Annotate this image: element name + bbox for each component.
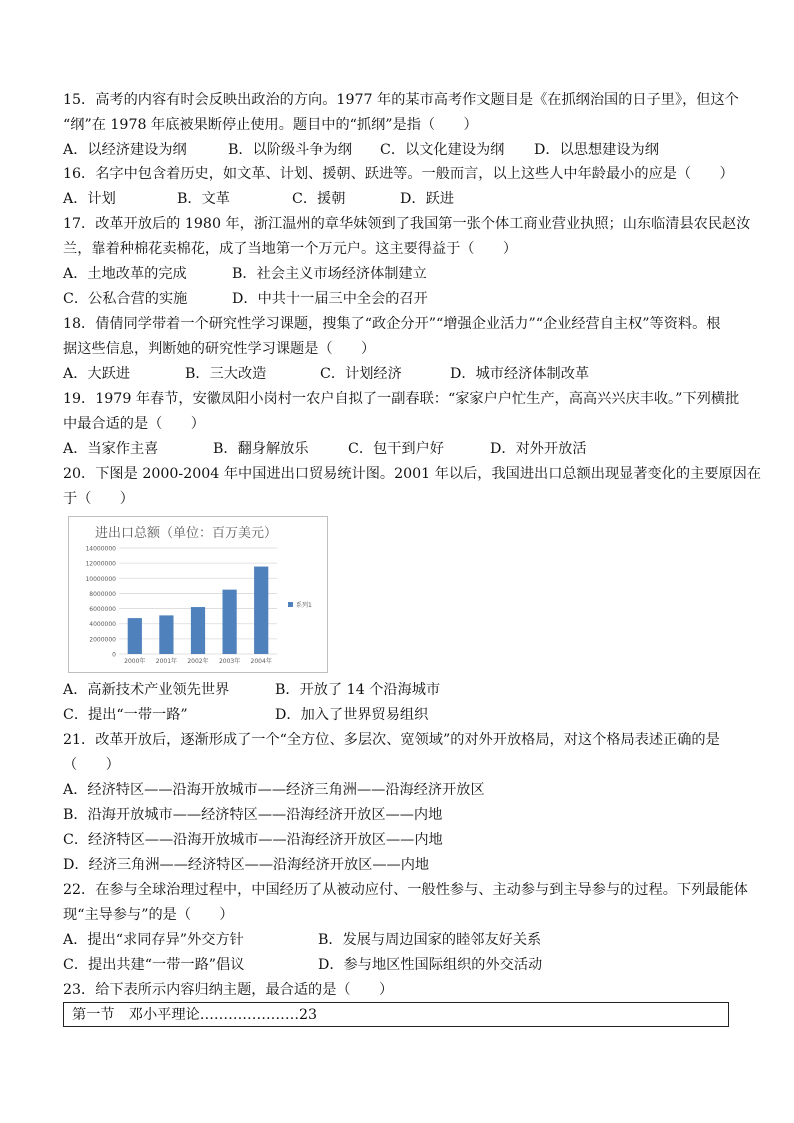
q22-option-a: A．提出“求同存异”外交方针 — [63, 932, 244, 948]
q16-option-a: A．计划 — [63, 191, 116, 207]
q22-option-d: D．参与地区性国际组织的外交活动 — [318, 957, 543, 973]
chart-x-tick-label: 2004年 — [250, 658, 272, 665]
q17-option-b: B．社会主义市场经济体制建立 — [232, 266, 427, 282]
chart-x-tick-label: 2003年 — [218, 658, 241, 665]
chart-y-tick-label: 8000000 — [89, 590, 116, 598]
q20-option-c: C．提出“一带一路” — [63, 707, 188, 723]
q18-option-a: A．大跃进 — [63, 366, 130, 382]
q23-stem-line1: 23．给下表所示内容归纳主题，最合适的是（ ） — [63, 982, 394, 998]
q17-option-d: D．中共十一届三中全会的召开 — [232, 291, 428, 307]
q16-option-c: C．援朝 — [292, 191, 346, 207]
q18-option-d: D．城市经济体制改革 — [450, 366, 590, 382]
q16-option-b: B．文革 — [177, 191, 230, 207]
chart-bar — [128, 618, 142, 654]
chart-bar — [191, 607, 205, 654]
q18-stem-line2: 据这些信息，判断她的研究性学习课题是（ ） — [63, 341, 376, 357]
chart-legend-swatch — [288, 602, 293, 607]
q16-stem-line1: 16．名字中包含着历史，如文革、计划、援朝、跃进等。一般而言，以上这些人中年龄最小的应是（ ） — [63, 166, 734, 182]
q19-option-c: C．包干到户好 — [348, 441, 444, 457]
chart-bar — [222, 590, 236, 654]
chart-svg — [69, 517, 327, 672]
q23-table-row: 第一节 邓小平理论…………………23 — [72, 1007, 318, 1023]
q20-option-b: B．开放了 14 个沿海城市 — [275, 682, 441, 698]
q19-option-b: B．翻身解放乐 — [213, 441, 309, 457]
q15-option-a: A．以经济建设为纲 — [63, 142, 187, 158]
q19-stem-line2: 中最合适的是（ ） — [63, 416, 205, 432]
q17-stem-line2: 兰，靠着种棉花卖棉花，成了当地第一个万元户。这主要得益于（ ） — [63, 241, 518, 257]
chart-y-tick-labels — [85, 546, 116, 659]
q18-option-c: C．计划经济 — [320, 366, 402, 382]
q15-option-c: C．以文化建设为纲 — [380, 142, 505, 158]
q17-option-c: C．公私合营的实施 — [63, 291, 188, 307]
chart-bar — [159, 615, 173, 654]
q15-option-d: D．以思想建设为纲 — [534, 142, 659, 158]
chart-y-tick-label: 12000000 — [85, 560, 116, 568]
chart-x-tick-label: 2001年 — [155, 658, 178, 665]
q20-option-d: D．加入了世界贸易组织 — [275, 707, 429, 723]
q19-option-a: A．当家作主喜 — [63, 441, 159, 457]
chart-y-tick-label: 14000000 — [85, 545, 116, 553]
chart-y-tick-label: 0 — [112, 651, 116, 659]
q21-option-b: B．沿海开放城市——经济特区——沿海经济开放区——内地 — [63, 807, 443, 823]
q18-stem-line1: 18．倩倩同学带着一个研究性学习课题，搜集了“政企分开”“增强企业活力”“企业经营自主权”等资料。根 — [63, 316, 721, 332]
q21-option-d: D．经济三角洲——经济特区——沿海经济开放区——内地 — [63, 857, 430, 873]
chart-x-tick-labels — [124, 657, 272, 665]
q22-option-b: B．发展与周边国家的睦邻友好关系 — [318, 932, 542, 948]
chart-bar — [254, 567, 268, 654]
q20-stem-line1: 20．下图是 2000-2004 年中国进出口贸易统计图。2001 年以后，我国进出口总额出现显著变化的主要原因在 — [63, 466, 762, 482]
chart-y-tick-label: 2000000 — [89, 636, 116, 644]
chart-y-tick-label: 10000000 — [85, 575, 116, 583]
q20-option-a: A．高新技术产业领先世界 — [63, 682, 230, 698]
chart-x-tick-label: 2002年 — [187, 658, 209, 665]
q15-option-b: B．以阶级斗争为纲 — [228, 142, 352, 158]
q22-option-c: C．提出共建“一带一路”倡议 — [63, 957, 245, 973]
q20-stem-line2: 于（ ） — [63, 491, 134, 507]
chart-y-tick-label: 6000000 — [89, 606, 116, 614]
chart-title: 进出口总额（单位：百万美元） — [95, 526, 278, 541]
q18-option-b: B．三大改造 — [185, 366, 267, 382]
trade-bar-chart — [68, 516, 328, 673]
chart-legend — [288, 601, 312, 609]
chart-legend-label: 系列1 — [296, 602, 312, 609]
q15-stem-line1: 15．高考的内容有时会反映出政治的方向。1977 年的某市高考作文题目是《在抓纲治国的日子里》，但这个 — [63, 92, 739, 108]
q16-option-d: D．跃进 — [400, 191, 454, 207]
q23-table — [63, 1002, 729, 1027]
chart-bars — [128, 567, 269, 654]
q21-option-c: C．经济特区——沿海开放城市——沿海经济开放区——内地 — [63, 832, 443, 848]
q21-stem-line2: （ ） — [63, 757, 120, 773]
q22-stem-line2: 现“主导参与”的是（ ） — [63, 907, 234, 923]
q17-stem-line1: 17．改革开放后的 1980 年，浙江温州的章华妹领到了我国第一张个体工商业营业执照；山东临清县农民赵汝 — [63, 216, 751, 232]
q17-option-a: A．土地改革的完成 — [63, 266, 187, 282]
chart-x-tick-label: 2000年 — [124, 658, 146, 665]
q15-stem-line2: “纲”在 1978 年底被果断停止使用。题目中的“抓纲”是指（ ） — [63, 117, 478, 133]
q21-stem-line1: 21．改革开放后，逐渐形成了一个“全方位、多层次、宽领域”的对外开放格局，对这个格局表述正确的是 — [63, 732, 720, 748]
q19-stem-line1: 19．1979 年春节，安徽凤阳小岗村一农户自拟了一副春联：“家家户户忙生产，高高兴兴庆丰收。”下列横批 — [63, 391, 740, 407]
chart-y-tick-label: 4000000 — [89, 621, 116, 629]
q22-stem-line1: 22．在参与全球治理过程中，中国经历了从被动应付、一般性参与、主动参与到主导参与的过程。下列最能体 — [63, 882, 748, 898]
q19-option-d: D．对外开放活 — [490, 441, 587, 457]
q21-option-a: A．经济特区——沿海开放城市——经济三角洲——沿海经济开放区 — [63, 782, 485, 798]
